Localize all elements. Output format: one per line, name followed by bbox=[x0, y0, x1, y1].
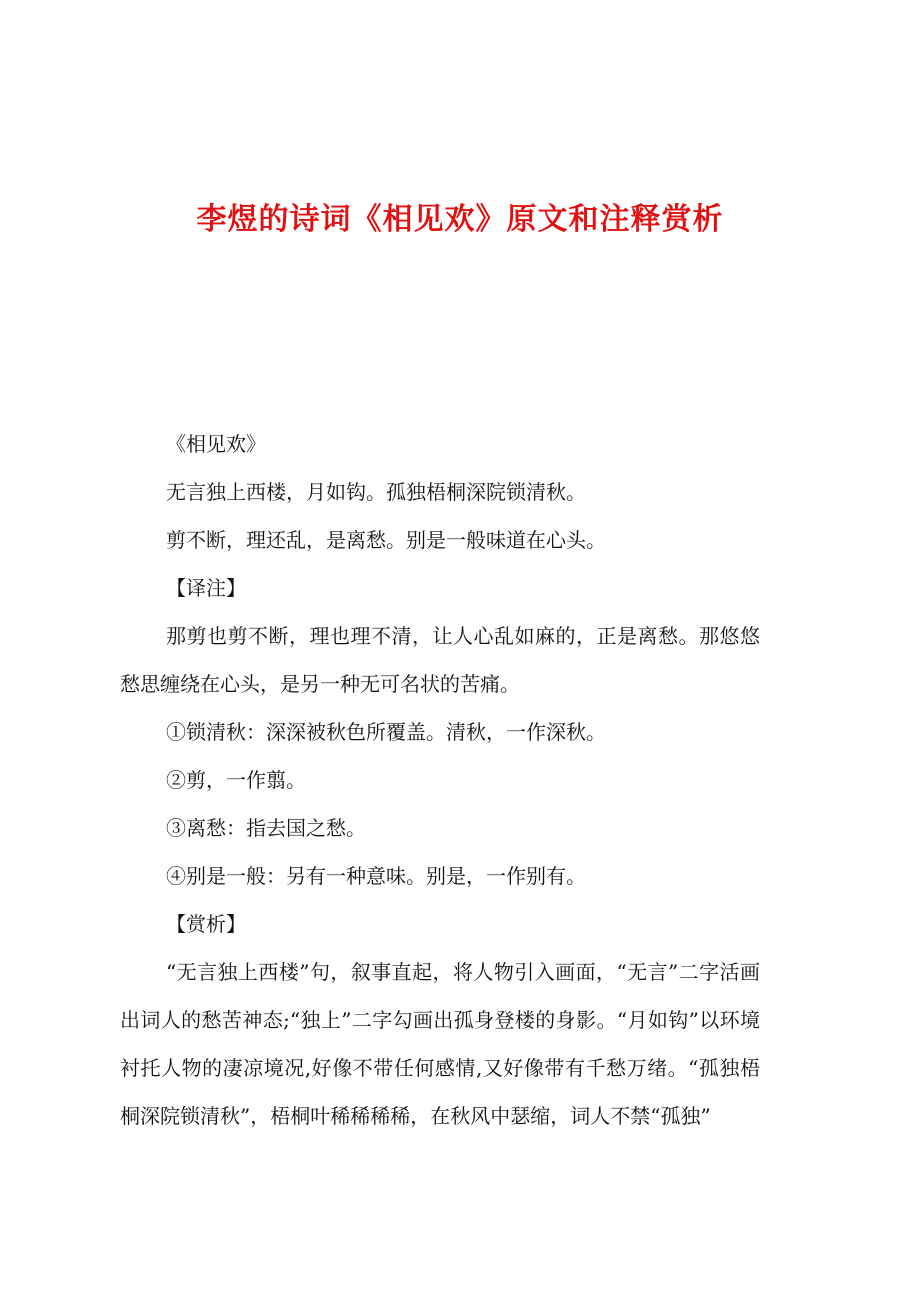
analysis-text: “无言独上西楼”句，叙事直起，将人物引入画面，“无言”二字活画出词人的愁苦神态;“独上”二字勾画出孤身登楼的身影。“月如钩”以环境衬托人物的凄凉境况,好像不带任何感情,又好像带有千愁万绪。“孤独梧桐深院锁清秋”，梧桐叶稀稀稀稀，在秋风中瑟缩，词人不禁“孤独” bbox=[120, 960, 760, 1128]
note-item: ④别是一般：另有一种意味。别是，一作别有。 bbox=[166, 864, 586, 888]
notes-heading: 【译注】 bbox=[166, 576, 246, 600]
document-body bbox=[120, 420, 806, 1140]
poem-title: 《相见欢》 bbox=[166, 432, 266, 456]
document-title: 李煜的诗词《相见欢》原文和注释赏析 bbox=[196, 202, 724, 237]
analysis-paragraph bbox=[120, 948, 760, 1140]
note-item: ③离愁：指去国之愁。 bbox=[166, 816, 366, 840]
note-item: ①锁清秋：深深被秋色所覆盖。清秋，一作深秋。 bbox=[166, 720, 606, 744]
poem-line-1: 无言独上西楼，月如钩。孤独梧桐深院锁清秋。 bbox=[166, 480, 586, 504]
analysis-heading: 【赏析】 bbox=[166, 912, 246, 936]
note-item: ②剪，一作翦。 bbox=[166, 768, 306, 792]
translation-text: 那剪也剪不断，理也理不清，让人心乱如麻的，正是离愁。那悠悠愁思缠绕在心头，是另一种无可名状的苦痛。 bbox=[120, 624, 760, 696]
translation-paragraph bbox=[120, 612, 760, 708]
poem-line-2: 剪不断，理还乱，是离愁。别是一般味道在心头。 bbox=[166, 528, 606, 552]
